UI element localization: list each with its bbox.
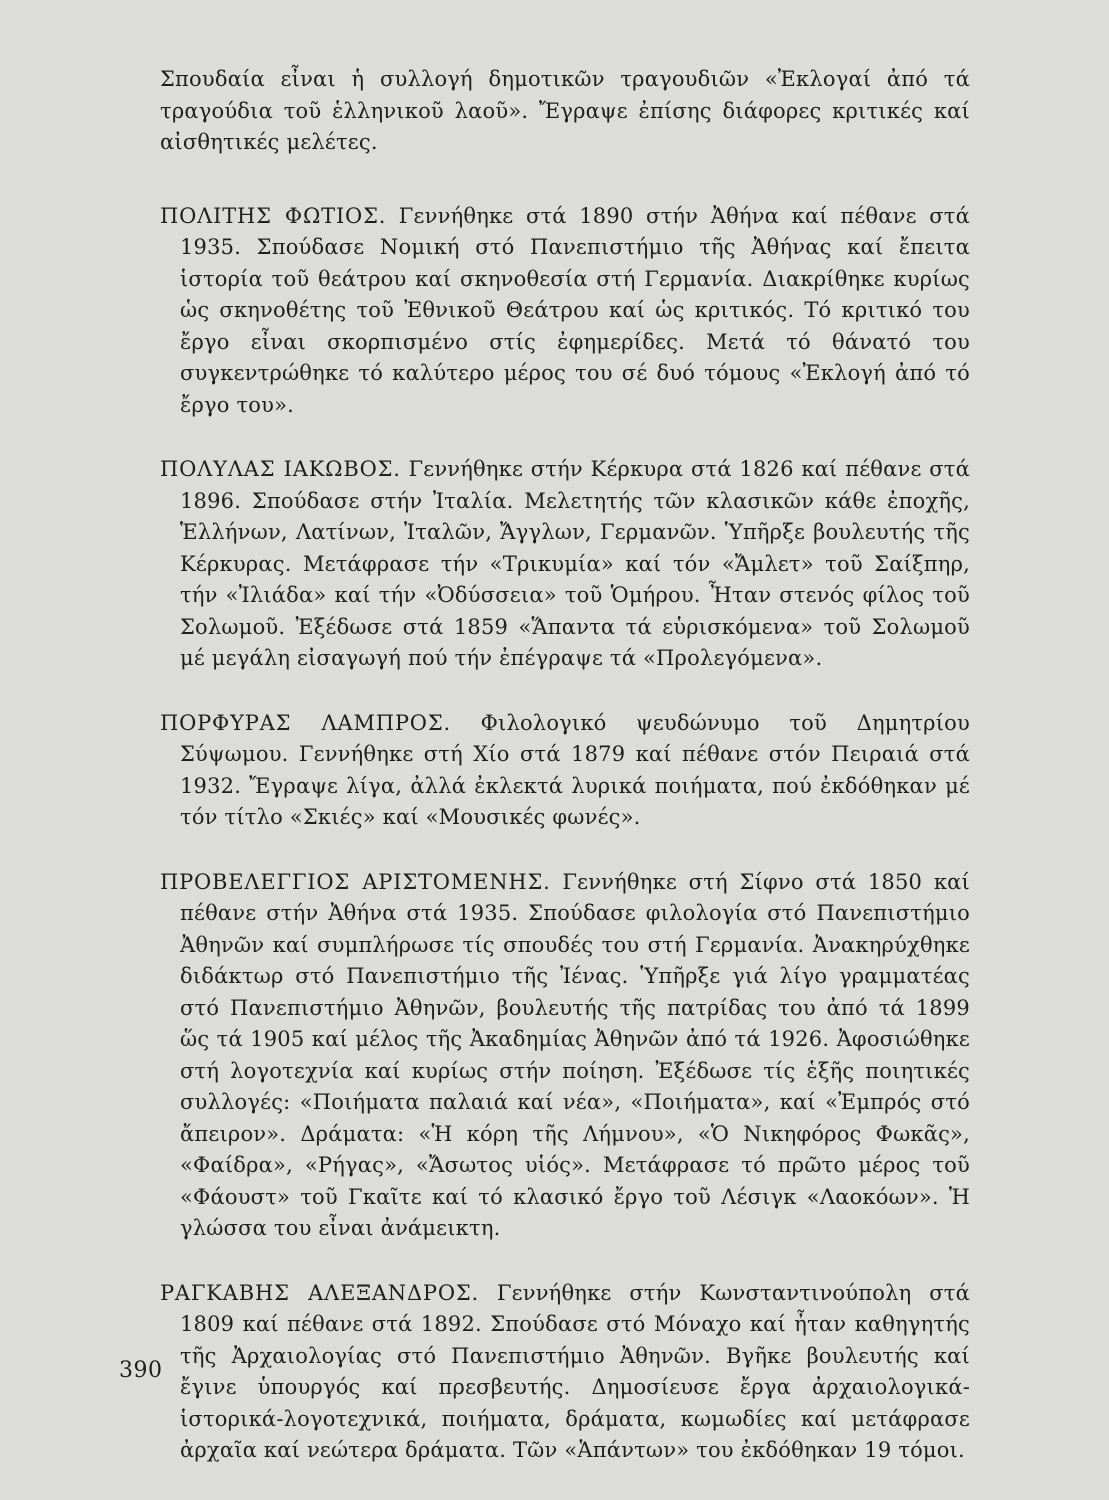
entry-text: Γεννήθηκε στή Σίφνο στά 1850 καί πέθανε στήν Ἀθήνα στά 1935. Σπούδασε φιλολογία στό Πανεπιστήμιο Ἀθηνῶν καί συμπλήρωσε τίς σπουδές του στή Γερμανία. Ἀνακηρύχθηκε διδάκτωρ στό Πανεπιστήμιο τῆς Ἰένας. Ὑπῆρξε γιά λίγο γραμματέας στό Πανεπιστήμιο Ἀθηνῶν, βουλευτής τῆς πατρίδας του ἀπό τά 1899 ὥς τά 1905 καί μέλος τῆς Ἀκαδημίας Ἀθηνῶν ἀπό τά 1926. Ἀφοσιώθηκε στή λογοτεχνία καί κυρίως στήν ποίηση. Ἐξέδωσε τίς ἑξῆς ποιητικές συλλογές: «Ποιήματα παλαιά καί νέα», «Ποιήματα», καί «Ἐμπρός στό ἄπειρον». Δράματα: «Ἡ κόρη τῆς Λήμνου», «Ὁ Νικηφόρος Φωκᾶς», «Φαίδρα», «Ρήγας», «Ἄσωτος υἱός». Μετάφρασε τό πρῶτο μέρος τοῦ «Φάουστ» τοῦ Γκαῖτε καί τό κλασικό ἔργο τοῦ Λέσιγκ «Λαοκόων». Ἡ γλώσσα του εἶναι ἀνάμεικτη. [180,869,970,1240]
entry-headword: ΠΟΡΦΥΡΑΣ ΛΑΜΠΡΟΣ. [160,710,451,735]
entry-headword: ΠΡΟΒΕΛΕΓΓΙΟΣ ΑΡΙΣΤΟΜΕΝΗΣ. [160,869,551,894]
page-body [160,64,970,1500]
entry-text: Φιλολογικό ψευδώνυμο τοῦ Δημητρίου Σύψωμου. Γεννήθηκε στή Χίο στά 1879 καί πέθανε στόν Πειραιά στά 1932. Ἔγραψε λίγα, ἀλλά ἐκλεκτά λυρικά ποιήματα, πού ἐκδόθηκαν μέ τόν τίτλο «Σκιές» καί «Μουσικές φωνές». [180,710,970,829]
intro-paragraph: Σπουδαία εἶναι ἡ συλλογή δημοτικῶν τραγουδιῶν «Ἐκλογαί ἀπό τά τραγούδια τοῦ ἑλληνικοῦ λαοῦ». Ἔγραψε ἐπίσης διάφορες κριτικές καί αἰσθητικές μελέτες. [160,67,970,154]
entry-headword: ΡΑΓΚΑΒΗΣ ΑΛΕΞΑΝΔΡΟΣ. [160,1280,479,1305]
entry-text: Γεννήθηκε στήν Κέρκυρα στά 1826 καί πέθανε στά 1896. Σπούδασε στήν Ἰταλία. Μελετητής τῶν κλασικῶν κάθε ἐποχῆς, Ἑλλήνων, Λατίνων, Ἰταλῶν, Ἄγγλων, Γερμανῶν. Ὑπῆρξε βουλευτής τῆς Κέρκυρας. Μετάφρασε τήν «Τρικυμία» καί τόν «Ἄμλετ» τοῦ Σαίξπηρ, τήν «Ἰλιάδα» καί τήν «Ὀδύσσεια» τοῦ Ὁμήρου. Ἦταν στενός φίλος τοῦ Σολωμοῦ. Ἐξέδωσε στά 1859 «Ἅπαντα τά εὑρισκόμενα» τοῦ Σολωμοῦ μέ μεγάλη εἰσαγωγή πού τήν ἐπέγραψε τά «Προλεγόμενα». [180,457,970,670]
entry-text: Γεννήθηκε στήν Κωνσταντινούπολη στά 1809 καί πέθανε στά 1892. Σπούδασε στό Μόναχο καί ἦταν καθηγητής τῆς Ἀρχαιολογίας στό Πανεπιστήμιο Ἀθηνῶν. Βγῆκε βουλευτής καί ἔγινε ὑπουργός καί πρεσβευτής. Δημοσίευσε ἔργα ἀρχαιολογικά-ἱστορικά-λογοτεχνικά, ποιήματα, δράματα, κωμωδίες καί μετάφρασε ἀρχαῖα καί νεώτερα δράματα. Τῶν «Ἁπάντων» του ἐκδόθηκαν 19 τόμοι. [180,1280,970,1462]
entry-headword: ΠΟΛΙΤΗΣ ΦΩΤΙΟΣ. [160,203,387,228]
entry-provelengios [160,867,970,1245]
entry-ragkavis [160,1278,970,1467]
entry-polylas [160,454,970,675]
entry-politis [160,201,970,422]
entry-porfyras [160,708,970,834]
page-number: 390 [119,1358,163,1383]
entry-headword: ΠΟΛΥΛΑΣ ΙΑΚΩΒΟΣ. [160,457,401,481]
entry-text: Γεννήθηκε στά 1890 στήν Ἀθήνα καί πέθανε στά 1935. Σπούδασε Νομική στό Πανεπιστήμιο τῆς Ἀθήνας καί ἔπειτα ἱστορία τοῦ θεάτρου καί σκηνοθεσία στή Γερμανία. Διακρίθηκε κυρίως ὡς σκηνοθέτης τοῦ Ἐθνικοῦ Θεάτρου καί ὡς κριτικός. Τό κριτικό του ἔργο εἶναι σκορπισμένο στίς ἐφημερίδες. Μετά τό θάνατό του συγκεντρώθηκε τό καλύτερο μέρος του σέ δυό τόμους «Ἐκλογή ἀπό τό ἔργο του». [180,203,970,417]
